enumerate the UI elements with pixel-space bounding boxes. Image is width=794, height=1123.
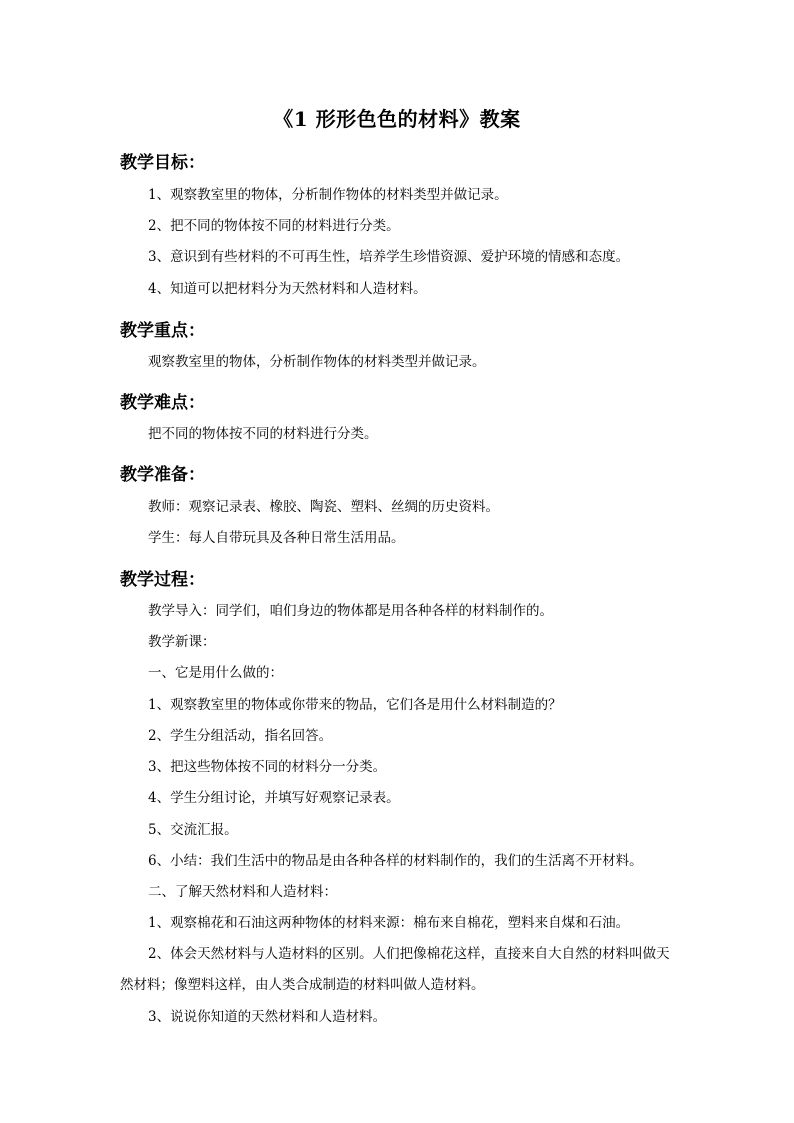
process-part1-title: 一、它是用什么做的： <box>148 665 283 681</box>
key-points-text: 观察教室里的物体，分析制作物体的材料类型并做记录。 <box>148 354 486 370</box>
process-part2-item-3: 3、说说你知道的天然材料和人造材料。 <box>148 1009 387 1025</box>
objectives-heading: 教学目标： <box>120 153 205 173</box>
key-points-heading: 教学重点： <box>120 321 205 341</box>
difficulties-heading: 教学难点： <box>120 393 205 413</box>
process-part2-title: 二、了解天然材料和人造材料： <box>148 884 337 900</box>
objective-item-2: 2、把不同的物体按不同的材料进行分类。 <box>148 218 400 234</box>
process-new-lesson: 教学新课： <box>148 634 216 650</box>
objective-item-1: 1、观察教室里的物体，分析制作物体的材料类型并做记录。 <box>148 187 508 203</box>
process-part1-item-5: 5、交流汇报。 <box>148 822 238 838</box>
process-part1-item-2: 2、学生分组活动，指名回答。 <box>148 728 333 744</box>
process-part1-item-3: 3、把这些物体按不同的材料分一分类。 <box>148 759 387 775</box>
process-part2-item-1: 1、观察棉花和石油这两种物体的材料来源：棉布来自棉花，塑料来自煤和石油。 <box>148 915 630 931</box>
preparation-teacher: 教师：观察记录表、橡胶、陶瓷、塑料、丝绸的历史资料。 <box>148 499 499 515</box>
preparation-heading: 教学准备： <box>120 465 205 485</box>
process-part1-item-1: 1、观察教室里的物体或你带来的物品，它们各是用什么材料制造的？ <box>148 697 562 713</box>
process-intro: 教学导入：同学们，咱们身边的物体都是用各种各样的材料制作的。 <box>148 603 553 619</box>
process-heading: 教学过程： <box>120 570 205 590</box>
objective-item-3: 3、意识到有些材料的不可再生性，培养学生珍惜资源、爱护环境的情感和态度。 <box>148 249 630 265</box>
objective-item-4: 4、知道可以把材料分为天然材料和人造材料。 <box>148 281 427 297</box>
document-title: 《1 形形色色的材料》教案 <box>273 107 521 131</box>
process-part2-item-2: 2、体会天然材料与人造材料的区别。人们把像棉花这样，直接来自大自然的材料叫做天然材料；像塑料这样，由人类合成制造的材料叫做人造材料。 <box>120 946 670 993</box>
process-part1-item-4: 4、学生分组讨论，并填写好观察记录表。 <box>148 790 400 806</box>
process-part1-item-6: 6、小结：我们生活中的物品是由各种各样的材料制作的，我们的生活离不开材料。 <box>148 853 643 869</box>
difficulties-text: 把不同的物体按不同的材料进行分类。 <box>148 426 378 442</box>
preparation-student: 学生：每人自带玩具及各种日常生活用品。 <box>148 530 405 546</box>
